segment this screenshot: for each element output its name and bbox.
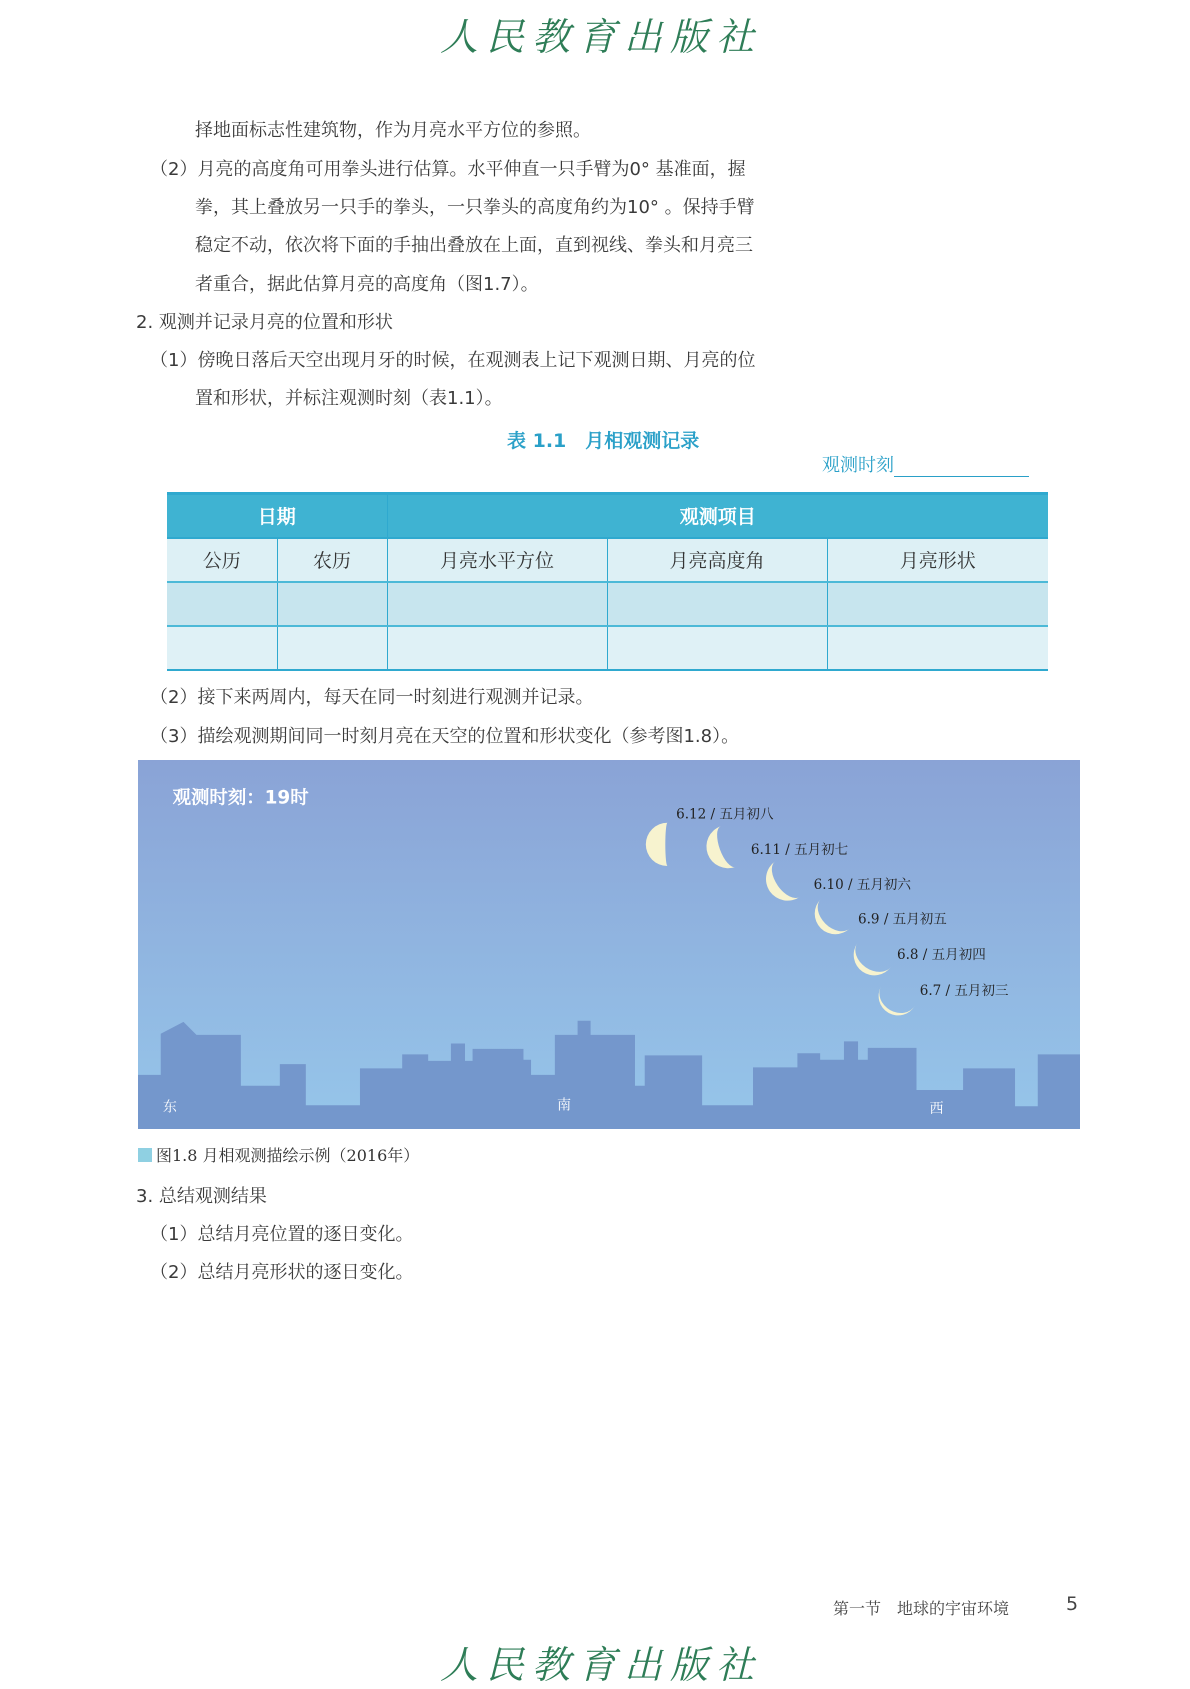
direction-east: 东 [162, 1099, 177, 1116]
direction-west: 西 [929, 1100, 944, 1117]
table-cell [277, 582, 387, 626]
header-date: 日期 [167, 494, 387, 538]
paragraph-line: （2）接下来两周内，每天在同一时刻进行观测并记录。 [150, 687, 594, 708]
table-row [167, 626, 1048, 670]
caption-marker-icon [138, 1148, 152, 1162]
moon-label: 6.8 / 五月初四 [897, 947, 986, 964]
table-cell [607, 582, 827, 626]
paragraph-line: （1）总结月亮位置的逐日变化。 [150, 1224, 414, 1245]
paragraph-line: （2）月亮的高度角可用拳头进行估算。水平伸直一只手臂为0° 基准面，握 [150, 159, 746, 180]
moon-label: 6.9 / 五月初五 [858, 911, 947, 928]
paragraph-line: （3）描绘观测期间同一时刻月亮在天空的位置和形状变化（参考图1.8）。 [150, 726, 740, 747]
moon-phase-illustration [138, 760, 1080, 1129]
paragraph-line: （2）总结月亮形状的逐日变化。 [150, 1262, 414, 1283]
footer-section-title: 第一节 地球的宇宙环境 [833, 1599, 1010, 1618]
table-cell [277, 626, 387, 670]
table-row [167, 582, 1048, 626]
table-cell [167, 626, 277, 670]
table-cell [827, 626, 1048, 670]
paragraph-line: 拳，其上叠放另一只手的拳头，一只拳头的高度角约为10° 。保持手臂 [195, 197, 755, 218]
table-cell [387, 626, 607, 670]
paragraph-line: 稳定不动，依次将下面的手抽出叠放在上面，直到视线、拳头和月亮三 [195, 235, 753, 256]
section-heading: 3. 总结观测结果 [136, 1186, 267, 1207]
header-observation-items: 观测项目 [387, 494, 1048, 538]
paragraph-line: 置和形状，并标注观测时刻（表1.1）。 [195, 388, 503, 409]
figure-caption-text: 图1.8 月相观测描绘示例（2016年） [156, 1146, 420, 1165]
table-caption: 表 1.1 月相观测记录 [507, 430, 700, 452]
table-cell [167, 582, 277, 626]
column-gregorian: 公历 [167, 538, 277, 582]
observation-time-field [822, 451, 1029, 477]
observation-time-blank [894, 456, 1029, 477]
paragraph-line: （1）傍晚日落后天空出现月牙的时候，在观测表上记下观测日期、月亮的位 [150, 350, 756, 371]
direction-south: 南 [557, 1097, 572, 1114]
moon-label: 6.10 / 五月初六 [813, 876, 911, 893]
moon-label: 6.12 / 五月初八 [676, 806, 774, 823]
observation-time-label: 观测时刻 [822, 455, 894, 476]
column-azimuth: 月亮水平方位 [387, 538, 607, 582]
column-lunar: 农历 [277, 538, 387, 582]
table-cell [387, 582, 607, 626]
section-heading: 2. 观测并记录月亮的位置和形状 [136, 312, 393, 333]
figure-caption [138, 1143, 419, 1166]
publisher-logo-top: 人民教育出版社 [440, 15, 763, 59]
page-number: 5 [1066, 1593, 1079, 1615]
table-cell [827, 582, 1048, 626]
paragraph-line: 择地面标志性建筑物，作为月亮水平方位的参照。 [195, 120, 591, 141]
observation-time-caption: 观测时刻：19时 [172, 787, 309, 809]
column-shape: 月亮形状 [827, 538, 1048, 582]
moon-label: 6.11 / 五月初七 [750, 842, 849, 859]
table-cell [607, 626, 827, 670]
column-altitude: 月亮高度角 [607, 538, 827, 582]
moon-phase-record-table [167, 492, 1048, 671]
paragraph-line: 者重合，据此估算月亮的高度角（图1.7）。 [195, 274, 539, 295]
publisher-logo-bottom: 人民教育出版社 [440, 1643, 763, 1687]
moon-label: 6.7 / 五月初三 [919, 982, 1009, 999]
